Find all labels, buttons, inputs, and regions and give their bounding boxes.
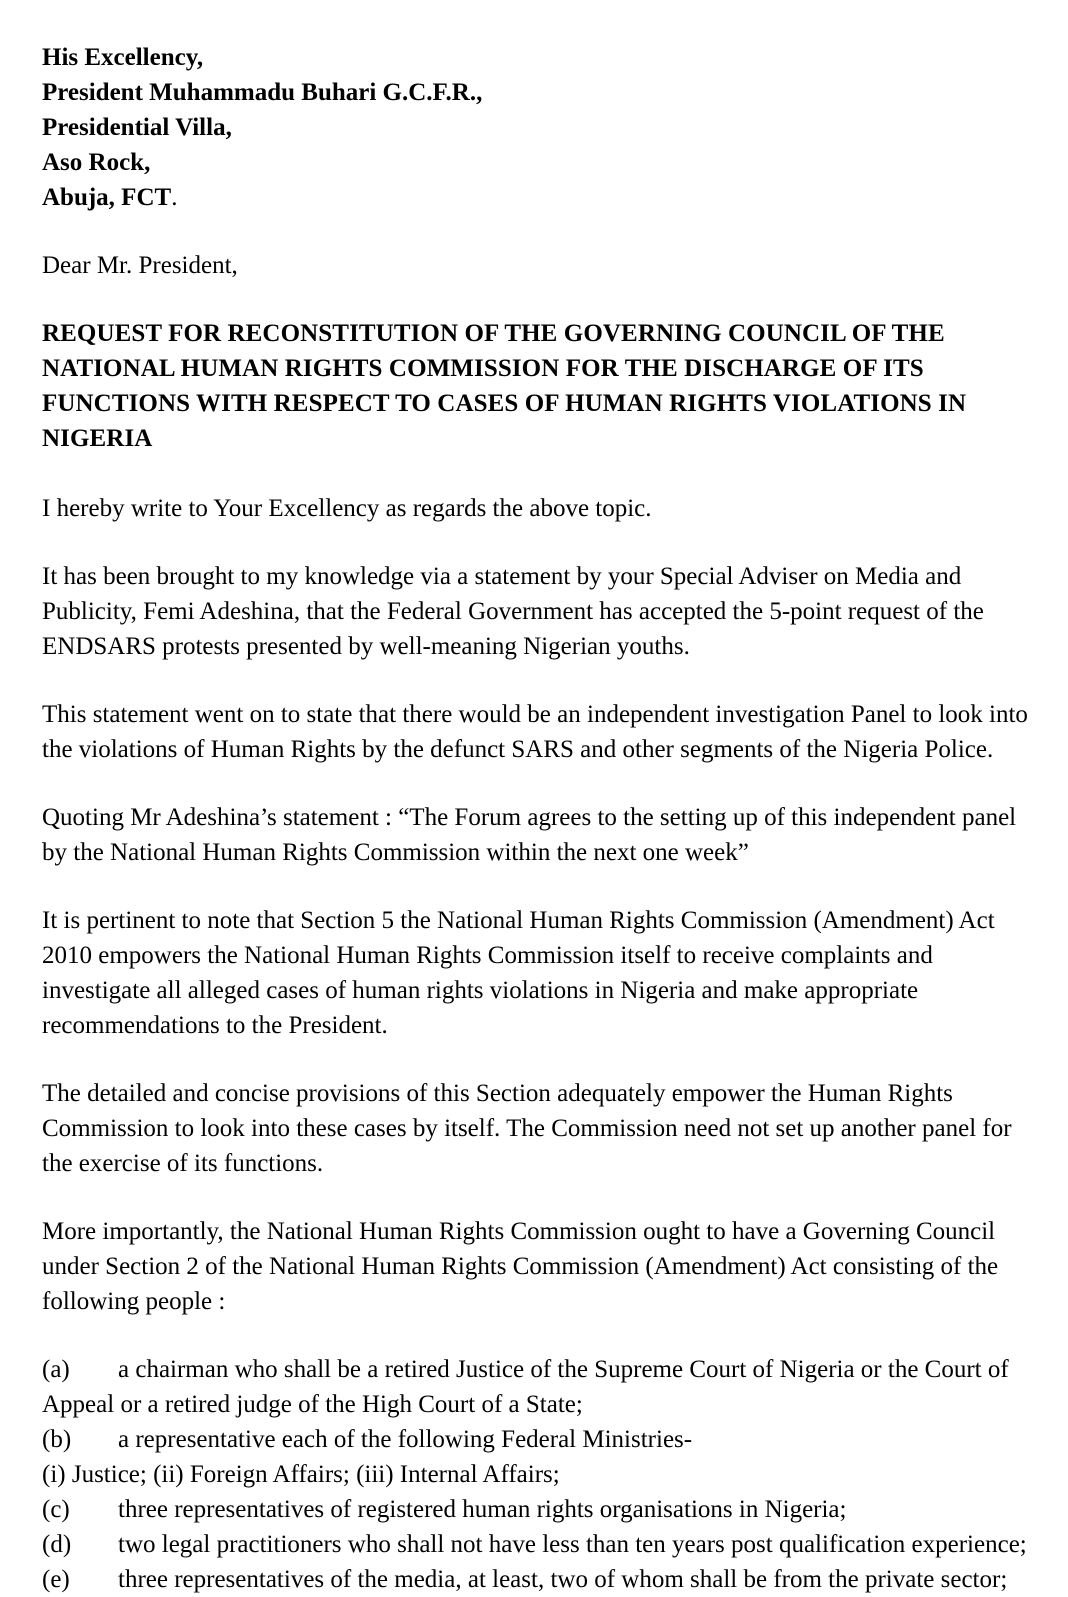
paragraph-investigation-panel: This statement went on to state that there would be an independent investigation Panel to look into the violations of Human Rights by the defunct SARS and other segments of the Nigeria Police. <box>42 701 1028 763</box>
list-text-b: a representative each of the following Federal Ministries- <box>118 1426 693 1453</box>
council-composition-list <box>42 1352 1042 1597</box>
address-city-period: . <box>171 184 178 211</box>
list-item-c <box>42 1492 1042 1527</box>
list-label-b: (b) <box>42 1426 72 1453</box>
list-label-e: (e) <box>42 1566 70 1593</box>
list-text-d: two legal practitioners who shall not have less than ten years post qualification experience; <box>118 1531 1027 1558</box>
paragraph-provisions: The detailed and concise provisions of this Section adequately empower the Human Rights Commission to look into these cases by itself. The Commission need not set up another panel for the exercise of its functions. <box>42 1080 1012 1177</box>
list-label-c: (c) <box>42 1496 70 1523</box>
salutation: Dear Mr. President, <box>42 252 238 279</box>
list-text-c: three representatives of registered human rights organisations in Nigeria; <box>118 1496 847 1523</box>
paragraph-intro: I hereby write to Your Excellency as regards the above topic. <box>42 495 652 522</box>
list-text-e: three representatives of the media, at least, two of whom shall be from the private sector; <box>118 1566 1008 1593</box>
address-line-president-name: President Muhammadu Buhari G.C.F.R., <box>42 79 483 106</box>
address-line-city <box>42 180 1042 215</box>
address-line-aso-rock: Aso Rock, <box>42 149 151 176</box>
paragraph-quote: Quoting Mr Adeshina’s statement : “The Forum agrees to the setting up of this independent panel by the National Human Rights Commission within the next one week” <box>42 804 1017 866</box>
list-label-d: (d) <box>42 1531 72 1558</box>
address-line-excellency: His Excellency, <box>42 44 204 71</box>
list-item-b <box>42 1422 1042 1457</box>
paragraph-statement-knowledge: It has been brought to my knowledge via a statement by your Special Adviser on Media and Publicity, Femi Adeshina, that the Federal Government has accepted the 5-point request of the ENDSARS protests presented by well-meaning Nigerian youths. <box>42 563 984 660</box>
address-city-text: Abuja, FCT <box>42 184 172 211</box>
list-item-b-sub <box>42 1457 1042 1492</box>
paragraph-governing-council: More importantly, the National Human Rights Commission ought to have a Governing Council under Section 2 of the National Human Rights Commission (Amendment) Act consisting of the following people : <box>42 1218 999 1315</box>
list-text-a: a chairman who shall be a retired Justice of the Supreme Court of Nigeria or the Court of Appeal or a retired judge of the High Court of a State; <box>42 1356 1009 1418</box>
address-line-villa: Presidential Villa, <box>42 114 232 141</box>
list-item-a <box>42 1352 1042 1422</box>
list-item-d <box>42 1527 1042 1562</box>
recipient-address <box>42 40 1042 215</box>
list-text-b-sub: (i) Justice; (ii) Foreign Affairs; (iii) Internal Affairs; <box>42 1461 560 1488</box>
list-item-e <box>42 1562 1042 1597</box>
subject-line: REQUEST FOR RECONSTITUTION OF THE GOVERNING COUNCIL OF THE NATIONAL HUMAN RIGHTS COMMISSION FOR THE DISCHARGE OF ITS FUNCTIONS WITH RESPECT TO CASES OF HUMAN RIGHTS VIOLATIONS IN NIGERIA <box>42 320 967 452</box>
list-label-a: (a) <box>42 1356 70 1383</box>
paragraph-section5: It is pertinent to note that Section 5 the National Human Rights Commission (Amendment) Act 2010 empowers the National Human Rights Commission itself to receive complaints and investigate all alleged cases of human rights violations in Nigeria and make appropriate recommendations to the President. <box>42 907 995 1039</box>
